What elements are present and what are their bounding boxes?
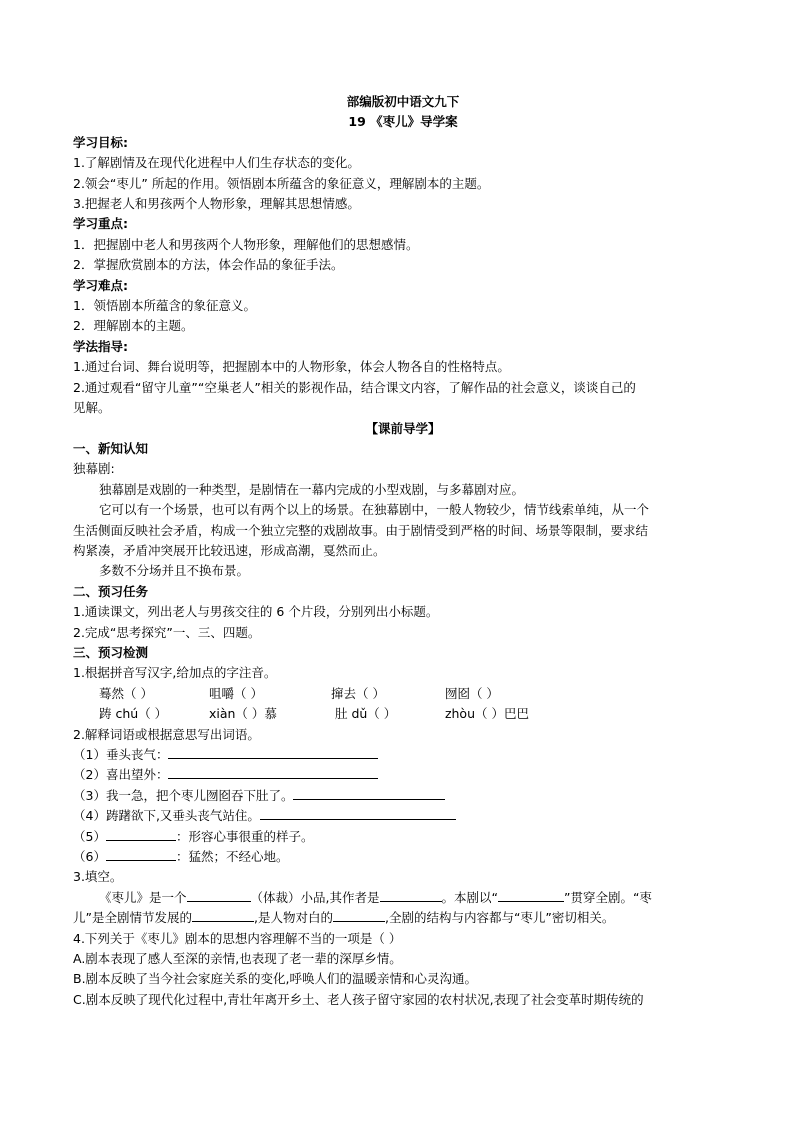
- answer-blank[interactable]: [498, 888, 564, 902]
- answer-blank[interactable]: [380, 888, 442, 902]
- fill-line: [73, 908, 733, 928]
- paragraph: 独幕剧是戏剧的一种类型，是剧情在一幕内完成的小型戏剧，与多幕剧对应。: [99, 481, 525, 497]
- answer-blank[interactable]: [187, 888, 251, 902]
- option-a: A.剧本表现了感人至深的亲情,也表现了老一辈的深厚乡情。: [73, 951, 402, 967]
- task-item: 2.完成“思考探究”一、三、四题。: [73, 624, 261, 640]
- vocab-label: （6）: [73, 849, 106, 865]
- pinyin-item: 踌 chú（ ）: [99, 706, 168, 722]
- answer-blank[interactable]: [192, 908, 254, 922]
- pinyin-item: zhòu（ ）巴巴: [444, 706, 529, 722]
- difficulty-item: 2．理解剧本的主题。: [73, 318, 194, 334]
- option-c: C.剧本反映了现代化过程中,青壮年离开乡土、老人孩子留守家园的农村状况,表现了社会变革时期传统的: [73, 991, 644, 1007]
- answer-blank[interactable]: [260, 806, 456, 820]
- question-title: 4.下列关于《枣儿》剧本的思想内容理解不当的一项是（ ）: [73, 930, 402, 946]
- section-heading: 三、预习检测: [73, 644, 149, 660]
- fill-text: 《枣儿》是一个: [99, 889, 187, 905]
- fill-line: [73, 888, 733, 908]
- vocab-item: [73, 827, 733, 847]
- goals-heading: 学习目标:: [73, 134, 128, 150]
- goal-item: 3.把握老人和男孩两个人物形象，理解其思想情感。: [73, 196, 360, 212]
- answer-blank[interactable]: [106, 827, 176, 841]
- vocab-item: [73, 806, 733, 826]
- vocab-meaning: ：形容心事很重的样子。: [175, 828, 314, 844]
- vocab-label: （5）: [73, 828, 106, 844]
- question-title: 2.解释词语或根据意思写出词语。: [73, 726, 260, 742]
- key-points-heading: 学习重点:: [73, 216, 128, 232]
- difficulty-item: 1．领悟剧本所蕴含的象征意义。: [73, 298, 256, 314]
- paragraph: 多数不分场并且不换布景。: [99, 563, 250, 579]
- method-item: 2.通过观看“留守儿童”“空巢老人”相关的影视作品，结合课文内容，了解作品的社会意义，谈谈自己的: [73, 379, 636, 395]
- goal-item: 1.了解剧情及在现代化进程中人们生存状态的变化。: [73, 155, 360, 171]
- fill-text: ,是人物对白的: [253, 910, 333, 926]
- answer-blank[interactable]: [168, 745, 378, 759]
- worksheet-page: [73, 92, 733, 1010]
- preclass-heading: 【课前导学】: [365, 420, 441, 436]
- pinyin-item: 肚 dǔ（ ）: [334, 706, 397, 722]
- pinyin-item: 撺去（ ）: [330, 685, 385, 701]
- method-item: 见解。: [73, 400, 111, 416]
- goal-item: 2.领会“枣儿” 所起的作用。领悟剧本所蕴含的象征意义，理解剧本的主题。: [73, 175, 490, 191]
- vocab-label: （4）踌躇欲下,又垂头丧气站住。: [73, 808, 260, 824]
- key-point-item: 1．把握剧中老人和男孩两个人物形象，理解他们的思想感情。: [73, 236, 419, 252]
- pinyin-item: xiàn（ ）慕: [208, 706, 277, 722]
- answer-blank[interactable]: [293, 786, 445, 800]
- paragraph: 生活侧面反映社会矛盾，构成一个独立完整的戏剧故事。由于剧情受到严格的时间、场景等限制，要求结: [73, 522, 649, 538]
- answer-blank[interactable]: [106, 847, 176, 861]
- pinyin-row: [73, 684, 733, 704]
- answer-blank[interactable]: [333, 908, 385, 922]
- vocab-label: （2）喜出望外：: [73, 767, 169, 783]
- vocab-item: [73, 786, 733, 806]
- vocab-label: （1）垂头丧气：: [73, 747, 169, 762]
- vocab-meaning: ：猛然；不经心地。: [175, 849, 289, 865]
- paragraph: 它可以有一个场景，也可以有两个以上的场景。在独幕剧中，一般人物较少，情节线索单纯，从一个: [99, 502, 650, 518]
- difficulties-heading: 学习难点:: [73, 277, 128, 293]
- term-label: 独幕剧:: [73, 461, 115, 477]
- fill-text: 。本剧以“: [441, 889, 498, 905]
- vocab-item: [73, 765, 733, 785]
- section-heading: 二、预习任务: [73, 583, 149, 599]
- pinyin-item: 囫囵（ ）: [444, 685, 499, 701]
- fill-text: ”贯穿全剧。“枣: [563, 889, 652, 905]
- fill-text: （体裁）小品,其作者是: [250, 889, 380, 905]
- pinyin-row: [73, 704, 733, 724]
- vocab-item: [73, 745, 733, 765]
- pinyin-item: 蓦然（ ）: [99, 685, 153, 701]
- method-heading: 学法指导:: [73, 338, 128, 354]
- task-item: 1.通读课文，列出老人与男孩交往的 6 个片段，分别列出小标题。: [73, 604, 439, 620]
- paragraph: 构紧凑，矛盾冲突展开比较迅速，形成高潮，戛然而止。: [73, 542, 386, 558]
- section-heading: 一、新知认知: [73, 440, 149, 456]
- vocab-item: [73, 847, 733, 867]
- method-item: 1.通过台词、舞台说明等，把握剧本中的人物形象，体会人物各自的性格特点。: [73, 359, 510, 375]
- answer-blank[interactable]: [168, 765, 378, 779]
- vocab-label: （3）我一急，把个枣儿囫囵吞下肚了。: [73, 787, 294, 803]
- fill-text: ,全剧的结构与内容都与“枣儿”密切相关。: [384, 910, 615, 926]
- question-title: 3.填空。: [73, 869, 123, 885]
- key-point-item: 2．掌握欣赏剧本的方法，体会作品的象征手法。: [73, 257, 344, 273]
- lesson-title: 19 《枣儿》导学案: [348, 114, 458, 130]
- option-b: B.剧本反映了当今社会家庭关系的变化,呼唤人们的温暖亲情和心灵沟通。: [73, 971, 478, 987]
- question-title: 1.根据拼音写汉字,给加点的字注音。: [73, 665, 277, 681]
- document-title: 部编版初中语文九下: [346, 94, 460, 109]
- pinyin-item: 咀嚼（ ）: [208, 685, 263, 701]
- fill-text: 儿”是全剧情节发展的: [73, 910, 192, 926]
